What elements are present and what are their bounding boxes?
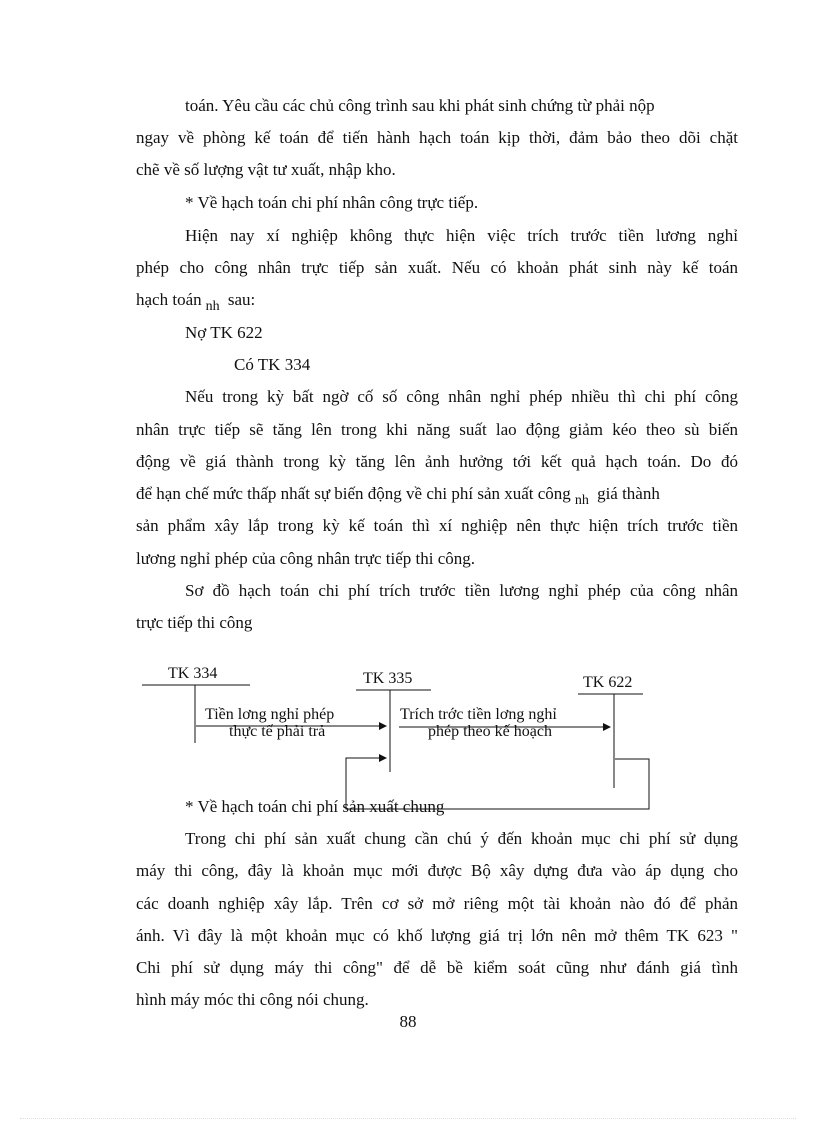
account-label-tk335: TK 335 bbox=[363, 670, 413, 687]
accounting-diagram bbox=[0, 650, 816, 820]
text-line: Nếu trong kỳ bất ngờ cố số công nhân nghỉ phép nhiều thì chi phí công bbox=[185, 387, 738, 406]
section-heading: * Về hạch toán chi phí nhân công trực tiếp. bbox=[185, 193, 479, 212]
text-line: ánh. Vì đây là một khoản mục có khố lượng giá trị lớn nên mở thêm TK 623 " bbox=[136, 926, 738, 945]
text-line: Trong chi phí sản xuất chung cần chú ý đến khoản mục chi phí sử dụng bbox=[185, 829, 738, 848]
arrow1-label-line2: thực tế phải trả bbox=[229, 723, 326, 740]
text-line: Chi phí sử dụng máy thi công" để dễ bề kiểm soát cũng như đánh giá tình bbox=[136, 958, 738, 977]
text-fragment: sau: bbox=[227, 290, 256, 309]
text-line: trực tiếp thi công bbox=[136, 613, 253, 632]
text-line: các doanh nghiệp xây lắp. Trên cơ sở mở riêng một tài khoản nào đó để phản bbox=[136, 894, 738, 913]
text-line bbox=[136, 484, 660, 506]
section-heading: * Về hạch toán chi phí sản xuất chung bbox=[185, 797, 445, 816]
page-number: 88 bbox=[399, 1012, 417, 1031]
text-line: Sơ đồ hạch toán chi phí trích trước tiền lương nghỉ phép của công nhân bbox=[185, 581, 738, 600]
text-line bbox=[136, 290, 255, 312]
text-line: nhân trực tiếp sẽ tăng lên trong khi năng suất lao động giảm kéo theo sù biến bbox=[136, 420, 738, 439]
inline-fragment: nh bbox=[205, 299, 220, 314]
text-fragment: để hạn chế mức thấp nhất sự biến động về chi phí sản xuất công bbox=[136, 484, 571, 503]
account-label-tk622: TK 622 bbox=[583, 674, 633, 691]
text-fragment: hạch toán bbox=[136, 290, 202, 309]
text-line: lương nghỉ phép của công nhân trực tiếp thi công. bbox=[136, 549, 476, 568]
text-line: phép cho công nhân trực tiếp sản xuất. Nếu có khoản phát sinh này kế toán bbox=[136, 258, 738, 277]
text-line: máy thi công, đây là khoản mục mới được Bộ xây dựng đưa vào áp dụng cho bbox=[136, 861, 738, 880]
arrow2-label-line1: Trích trớc tiền lơng nghỉ bbox=[400, 706, 557, 723]
text-line: hình máy móc thi công nói chung. bbox=[136, 990, 369, 1009]
arrow2-label-line2: phép theo kế hoạch bbox=[428, 723, 552, 740]
footer-rule bbox=[20, 1118, 796, 1119]
journal-debit: Nợ TK 622 bbox=[185, 323, 263, 342]
text-line: động về giá thành trong kỳ tăng lên ảnh hưởng tới kết quả hạch toán. Do đó bbox=[136, 452, 738, 471]
text-line: ngay về phòng kế toán để tiến hành hạch toán kịp thời, đảm bảo theo dõi chặt bbox=[136, 128, 738, 147]
text-line: sản phẩm xây lắp trong kỳ kế toán thì xí nghiệp nên thực hiện trích trước tiền bbox=[136, 516, 738, 535]
text-line: toán. Yêu cầu các chủ công trình sau khi phát sinh chứng từ phải nộp bbox=[185, 96, 655, 115]
account-label-tk334: TK 334 bbox=[168, 665, 218, 682]
journal-credit: Có TK 334 bbox=[234, 355, 311, 374]
text-line: Hiện nay xí nghiệp không thực hiện việc trích trước tiền lương nghỉ bbox=[185, 226, 738, 245]
text-line: chẽ về số lượng vật tư xuất, nhập kho. bbox=[136, 160, 396, 179]
text-fragment: giá thành bbox=[597, 484, 660, 503]
inline-fragment: nh bbox=[574, 493, 589, 508]
arrow1-label-line1: Tiền lơng nghỉ phép bbox=[205, 706, 335, 723]
